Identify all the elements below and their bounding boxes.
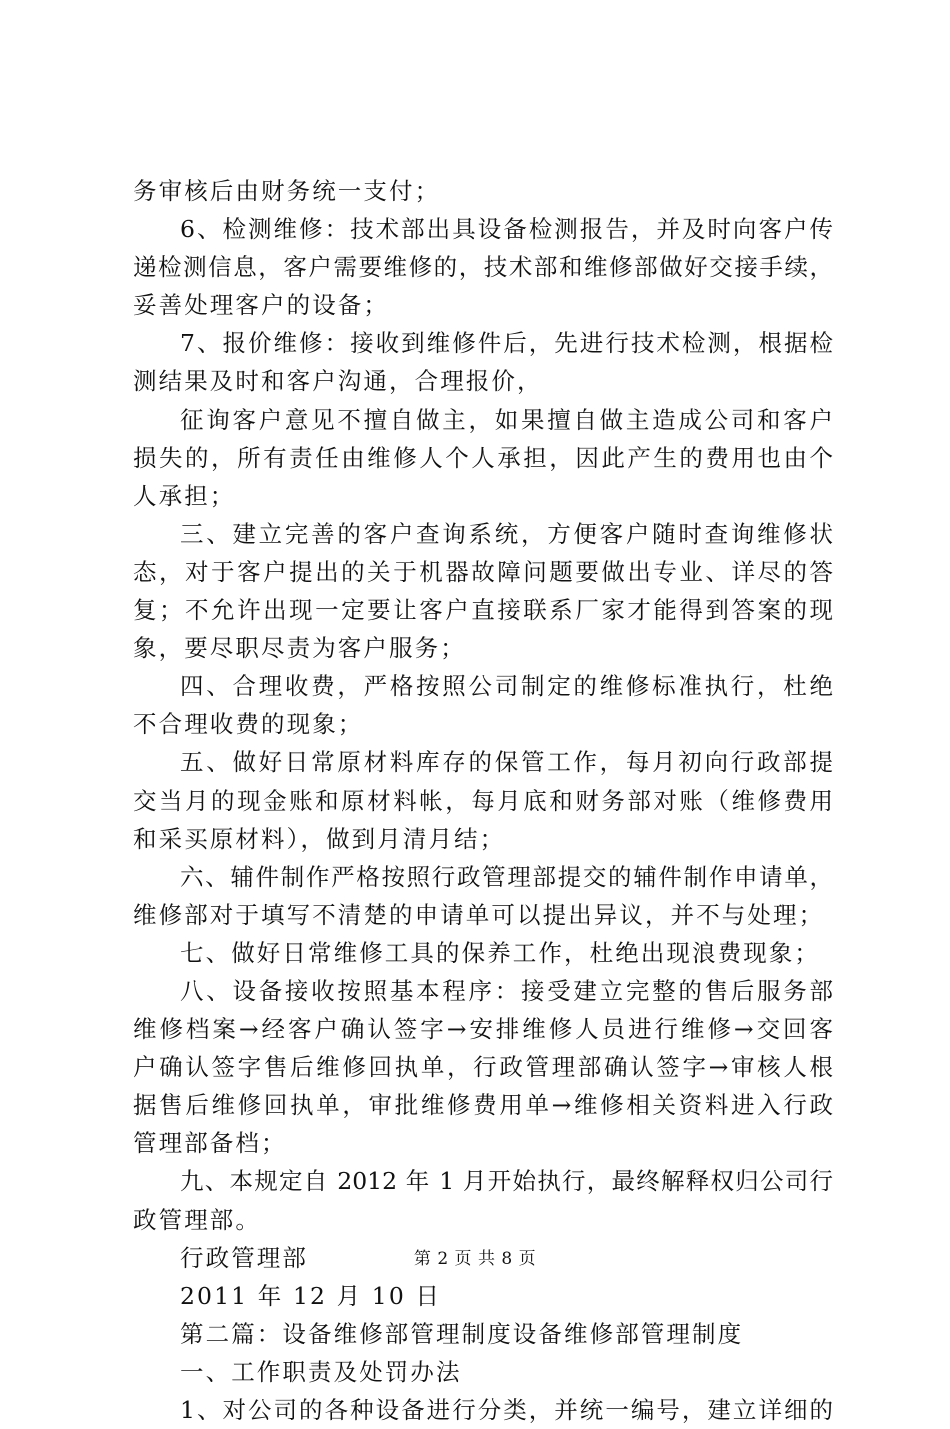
text-line: 交当月的现金账和原材料帐，每月底和财务部对账（维修费用 [133, 786, 833, 815]
text-line: 和采买原材料），做到月清月结； [133, 824, 506, 853]
text-line: 一、工作职责及处罚办法 [180, 1357, 462, 1386]
text-line: 第二篇：设备维修部管理制度设备维修部管理制度 [180, 1319, 744, 1348]
text-line: 6、检测维修：技术部出具设备检测报告，并及时向客户传 [180, 215, 833, 244]
text-line: 妥善处理客户的设备； [133, 291, 389, 320]
text-line: 象，要尽职尽责为客户服务； [133, 634, 466, 663]
text-line: 递检测信息，客户需要维修的，技术部和维修部做好交接手续， [133, 253, 833, 282]
text-line: 三、建立完善的客户查询系统，方便客户随时查询维修状 [180, 519, 833, 548]
document-body [133, 172, 833, 1429]
text-line: 六、辅件制作严格按照行政管理部提交的辅件制作申请单， [180, 862, 833, 891]
text-line: 不合理收费的现象； [133, 710, 364, 739]
text-line: 行政管理部 [180, 1243, 308, 1272]
text-line: 人承担； [133, 481, 236, 510]
text-line: 七、做好日常维修工具的保养工作，杜绝出现浪费现象； [180, 938, 820, 967]
text-line: 维修档案→经客户确认签字→安排维修人员进行维修→交回客 [133, 1015, 833, 1044]
text-line: 维修部对于填写不清楚的申请单可以提出异议，并不与处理； [133, 900, 825, 929]
text-line: 1、对公司的各种设备进行分类，并统一编号，建立详细的 [180, 1396, 833, 1424]
text-line: 2011 年 12 月 10 日 [180, 1281, 442, 1310]
text-line: 管理部备档； [133, 1129, 287, 1158]
text-line: 户确认签字售后维修回执单，行政管理部确认签字→审核人根 [133, 1053, 833, 1082]
text-line: 五、做好日常原材料库存的保管工作，每月初向行政部提 [180, 748, 833, 777]
text-line: 7、报价维修：接收到维修件后，先进行技术检测，根据检 [180, 329, 833, 358]
text-line: 征询客户意见不擅自做主，如果擅自做主造成公司和客户 [180, 405, 833, 434]
text-line: 测结果及时和客户沟通，合理报价， [133, 367, 543, 396]
text-line: 四、合理收费，严格按照公司制定的维修标准执行，杜绝 [180, 672, 833, 701]
page-footer: 第 2 页 共 8 页 [413, 1249, 537, 1269]
text-line: 态，对于客户提出的关于机器故障问题要做出专业、详尽的答 [133, 557, 833, 586]
text-line: 损失的，所有责任由维修人个人承担，因此产生的费用也由个 [133, 443, 833, 472]
text-line: 复；不允许出现一定要让客户直接联系厂家才能得到答案的现 [133, 596, 833, 625]
text-line: 八、设备接收按照基本程序：接受建立完整的售后服务部 [180, 976, 833, 1005]
text-line: 政管理部。 [133, 1205, 261, 1234]
text-line: 务审核后由财务统一支付； [133, 177, 441, 205]
text-line: 九、本规定自 2012 年 1 月开始执行，最终解释权归公司行 [180, 1167, 833, 1196]
text-line: 据售后维修回执单，审批维修费用单→维修相关资料进入行政 [133, 1091, 833, 1120]
